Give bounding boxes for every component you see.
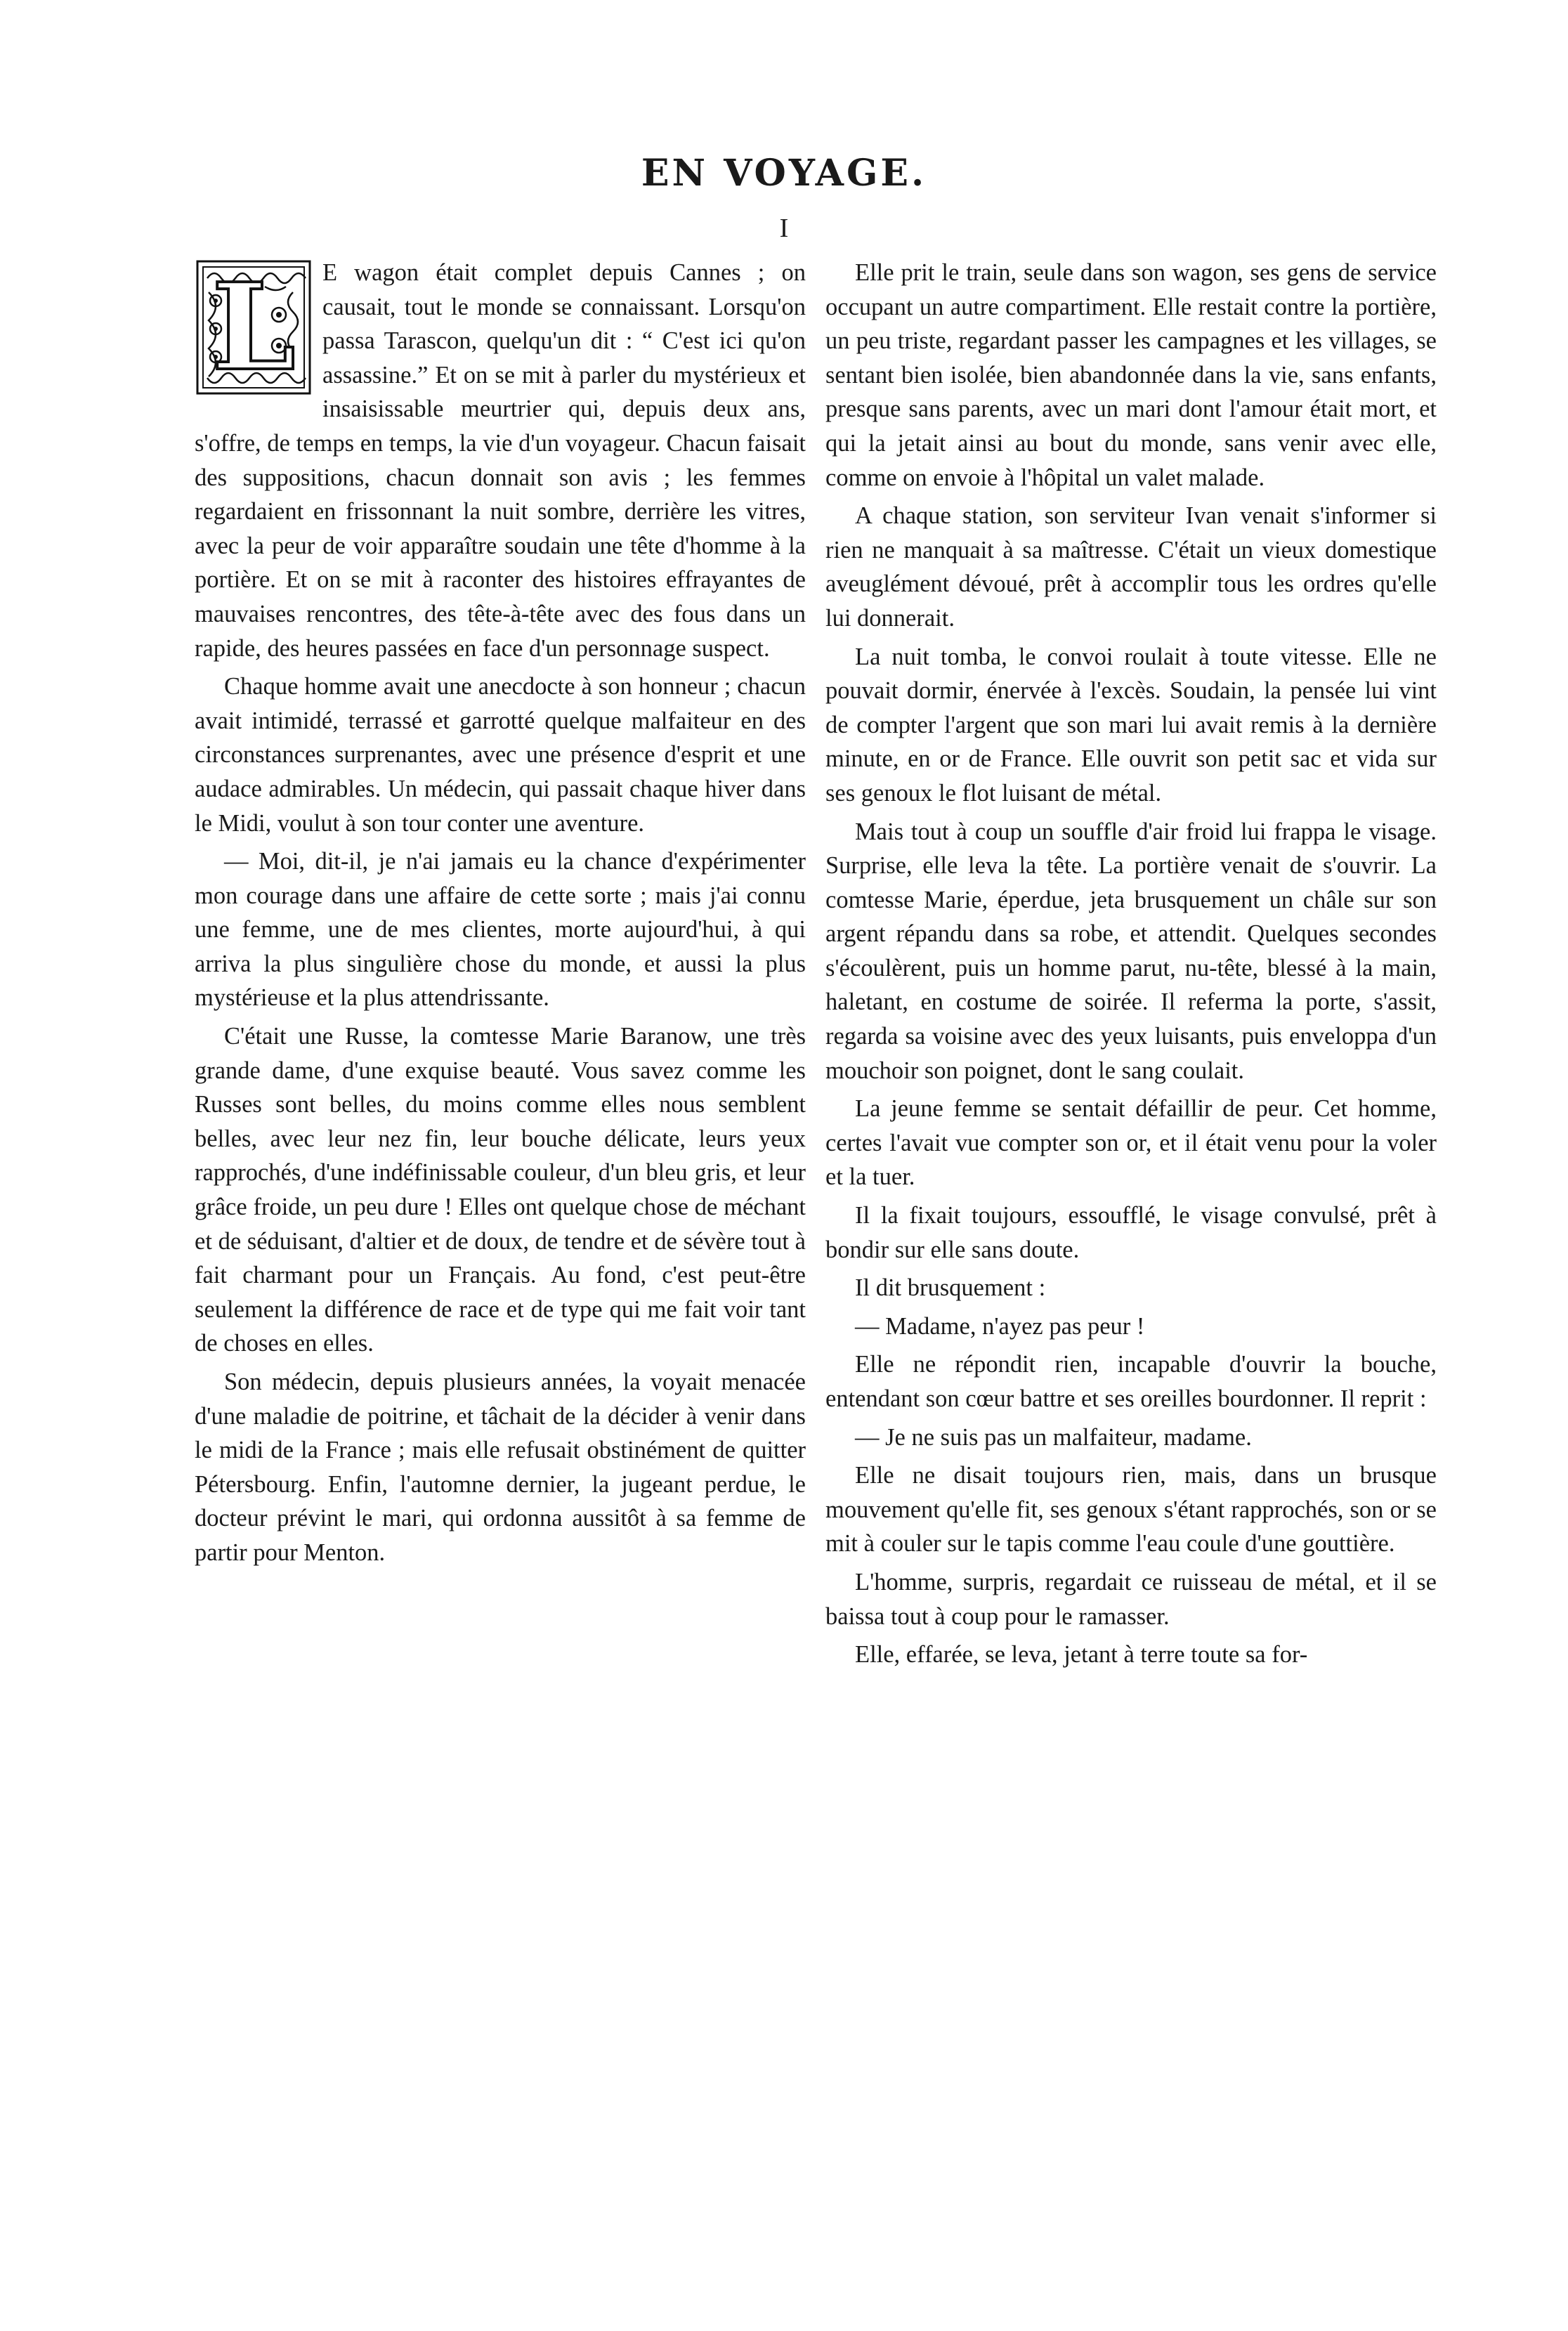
paragraph: Elle, effarée, se leva, jetant à terre toute sa for- bbox=[855, 1641, 1308, 1669]
story-title: EN VOYAGE. bbox=[641, 152, 927, 195]
paragraph bbox=[195, 256, 806, 665]
drop-cap-letter: L bbox=[211, 257, 296, 398]
paragraph: Son médecin, depuis plusieurs années, la voyait menacée d'une maladie de poitrine, et tâchait de la décider à venir dans le midi de la France ; mais elle refusait obstinément de quitter Pétersbourg. Enfin, l'automne dernier, la jugeant perdue, le docteur prévint le mari, qui ordonna aussitôt à sa femme de partir pour Menton. bbox=[195, 1369, 806, 1566]
paragraph: Mais tout à coup un souffle d'air froid lui frappa le visage. Surprise, elle leva la tête. La portière venait de s'ouvrir. La comtesse Marie, éperdue, jeta brusquement un châle sur son argent répandu dans sa robe, et attendit. Quelques secondes s'écoulèrent, puis un homme parut, nu-tête, blessé à la main, haletant, en costume de soirée. Il referma la porte, s'assit, regarda sa voisine avec des yeux luisants, puis enveloppa d'un mouchoir son poignet, dont le sang coulait. bbox=[825, 818, 1437, 1084]
paragraph: Il dit brusquement : bbox=[855, 1274, 1046, 1302]
left-column bbox=[195, 256, 806, 1574]
paragraph: Elle ne disait toujours rien, mais, dans un brusque mouvement qu'elle fit, ses genoux s'étant rapprochés, son or se mit à couler sur le tapis comme l'eau coule d'une gouttière. bbox=[825, 1462, 1437, 1558]
paragraph-text: E wagon était complet depuis Cannes ; on causait, tout le monde se connaissant. Lorsqu'on passa Tarascon, quelqu'un dit : “ C'est ici qu'on assassine.” Et on se mit à parler du mystérieux et insaisissable meurtrier qui, depuis deux ans, s'offre, de temps en temps, la vie d'un voyageur. Chacun faisait des suppositions, chacun donnait son avis ; les femmes regardaient en frissonnant la nuit sombre, derrière les vitres, avec la peur de voir apparaître soudain une tête d'homme à la portière. Et on se mit à raconter des histoires effrayantes de mauvaises rencontres, des tête-à-tête avec des fous dans un rapide, des heures passées en face d'un personnage suspect. bbox=[195, 259, 806, 662]
paragraph: Elle ne répondit rien, incapable d'ouvrir la bouche, entendant son cœur battre et ses oreilles bourdonner. Il reprit : bbox=[825, 1351, 1437, 1412]
paragraph: La nuit tomba, le convoi roulait à toute vitesse. Elle ne pouvait dormir, énervée à l'excès. Soudain, la pensée lui vint de compter l'argent que son mari lui avait remis à la dernière minute, en or de France. Elle ouvrit son petit sac et vida sur ses genoux le flot luisant de métal. bbox=[825, 643, 1437, 807]
paragraph: Il la fixait toujours, essoufflé, le visage convulsé, prêt à bondir sur elle sans doute. bbox=[825, 1202, 1437, 1263]
paragraph: A chaque station, son serviteur Ivan venait s'informer si rien ne manquait à sa maîtresse. C'était un vieux domestique aveuglément dévoué, prêt à accomplir tous les ordres qu'elle lui donnerait. bbox=[825, 502, 1437, 632]
ornamental-drop-cap-icon bbox=[195, 259, 313, 396]
paragraph: Elle prit le train, seule dans son wagon, ses gens de service occupant un autre compartiment. Elle restait contre la portière, un peu triste, regardant passer les campagnes et les villages, se sentant bien isolée, bien abandonnée dans la vie, sans enfants, presque sans parents, avec un mari dont l'amour était mort, et qui la jetait ainsi au bout du monde, sans venir avec elle, comme on envoie à l'hôpital un valet malade. bbox=[825, 259, 1437, 491]
paragraph: — Moi, dit-il, je n'ai jamais eu la chance d'expérimenter mon courage dans une affaire de cette sorte ; mais j'ai connu une femme, une de mes clientes, morte aujourd'hui, à qui arriva la plus singulière chose du monde, et aussi la plus mystérieuse et la plus attendrissante. bbox=[195, 848, 806, 1012]
paragraph: — Je ne suis pas un malfaiteur, madame. bbox=[855, 1423, 1252, 1451]
right-column bbox=[825, 256, 1437, 1676]
section-numeral: I bbox=[779, 214, 789, 243]
paragraph: L'homme, surpris, regardait ce ruisseau de métal, et il se baissa tout à coup pour le ramasser. bbox=[825, 1568, 1437, 1630]
paragraph: — Madame, n'ayez pas peur ! bbox=[855, 1312, 1145, 1340]
paragraph: La jeune femme se sentait défaillir de peur. Cet homme, certes l'avait vue compter son or, et il était venu pour la voler et la tuer. bbox=[825, 1095, 1437, 1191]
paragraph: Chaque homme avait une anecdocte à son honneur ; chacun avait intimidé, terrassé et garrotté quelque malfaiteur en des circonstances surprenantes, avec une présence d'esprit et une audace admirables. Un médecin, qui passait chaque hiver dans le Midi, voulut à son tour conter une aventure. bbox=[195, 673, 806, 837]
paragraph: C'était une Russe, la comtesse Marie Baranow, une très grande dame, d'une exquise beauté. Vous savez comme les Russes sont belles, du moins comme elles nous semblent belles, avec leur nez fin, leur bouche délicate, leurs yeux rapprochés, d'une indéfinissable couleur, d'un bleu gris, et leur grâce froide, un peu dure ! Elles ont quelque chose de méchant et de séduisant, d'altier et de doux, de tendre et de sévère tout à fait charmant pour un Français. Au fond, c'est peut-être seulement la différence de race et de type qui me fait voir tant de choses en elles. bbox=[195, 1023, 806, 1357]
